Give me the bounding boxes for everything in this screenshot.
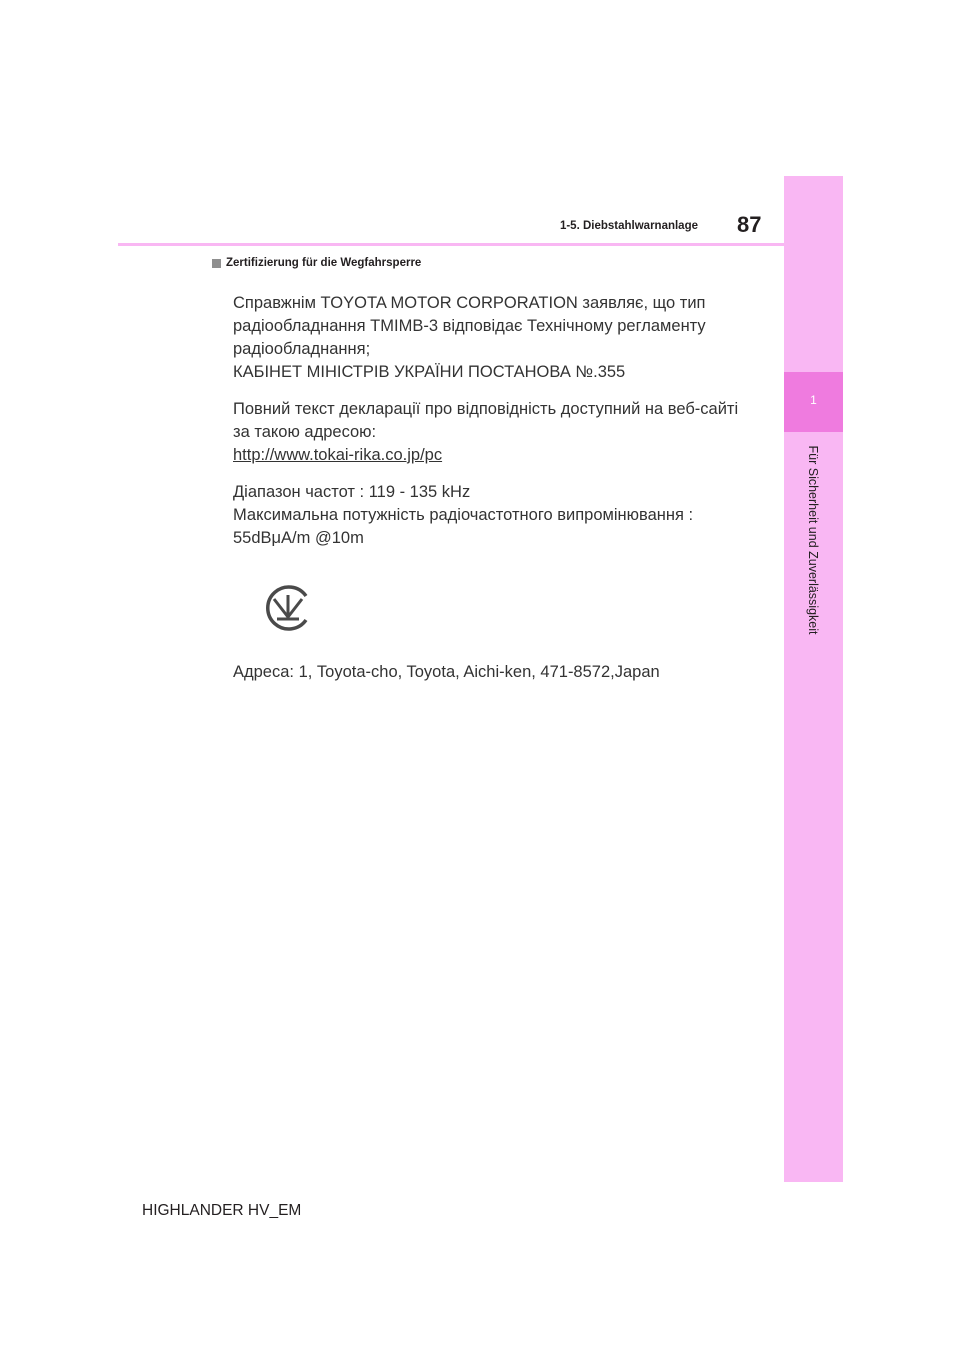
body-line: за такою адресою: — [233, 423, 377, 441]
body-line: КАБІНЕТ МІНІСТРІВ УКРАЇНИ ПОСТАНОВА №.355 — [233, 363, 626, 381]
body-line: Повний текст декларації про відповідність доступний на веб-сайті — [233, 400, 739, 418]
manufacturer-address: Адреса: 1, Toyota-cho, Toyota, Aichi-ken, 471-8572,Japan — [233, 663, 660, 681]
body-line: Справжнім TOYOTA MOTOR CORPORATION заявляє, що тип — [233, 294, 706, 312]
subsection-heading-text: Zertifizierung für die Wegfahrsperre — [226, 257, 422, 269]
declaration-text — [233, 292, 753, 550]
square-bullet-icon — [212, 259, 221, 268]
page-number: 87 — [737, 212, 762, 237]
body-line: радіообладнання TMIMB-3 відповідає Технічному регламенту — [233, 317, 706, 335]
ukrainian-conformity-mark-icon — [263, 583, 313, 633]
header-divider — [118, 243, 784, 246]
chapter-number: 1 — [810, 393, 817, 407]
subsection-heading — [212, 257, 421, 269]
body-line: радіообладнання; — [233, 340, 371, 358]
body-line: Максимальна потужність радіочастотного випромінювання : — [233, 506, 694, 524]
chapter-label: Für Sicherheit und Zuverlässigkeit — [806, 445, 820, 635]
body-line: 55dBμA/m @10m — [233, 529, 364, 547]
declaration-link[interactable]: http://www.tokai-rika.co.jp/pc — [233, 446, 443, 464]
body-line: Діапазон частот : 119 - 135 kHz — [233, 483, 471, 501]
section-title: 1-5. Diebstahlwarnanlage — [559, 220, 698, 232]
side-chapter-tab — [784, 176, 843, 1182]
footer-model: HIGHLANDER HV_EM — [142, 1202, 302, 1219]
